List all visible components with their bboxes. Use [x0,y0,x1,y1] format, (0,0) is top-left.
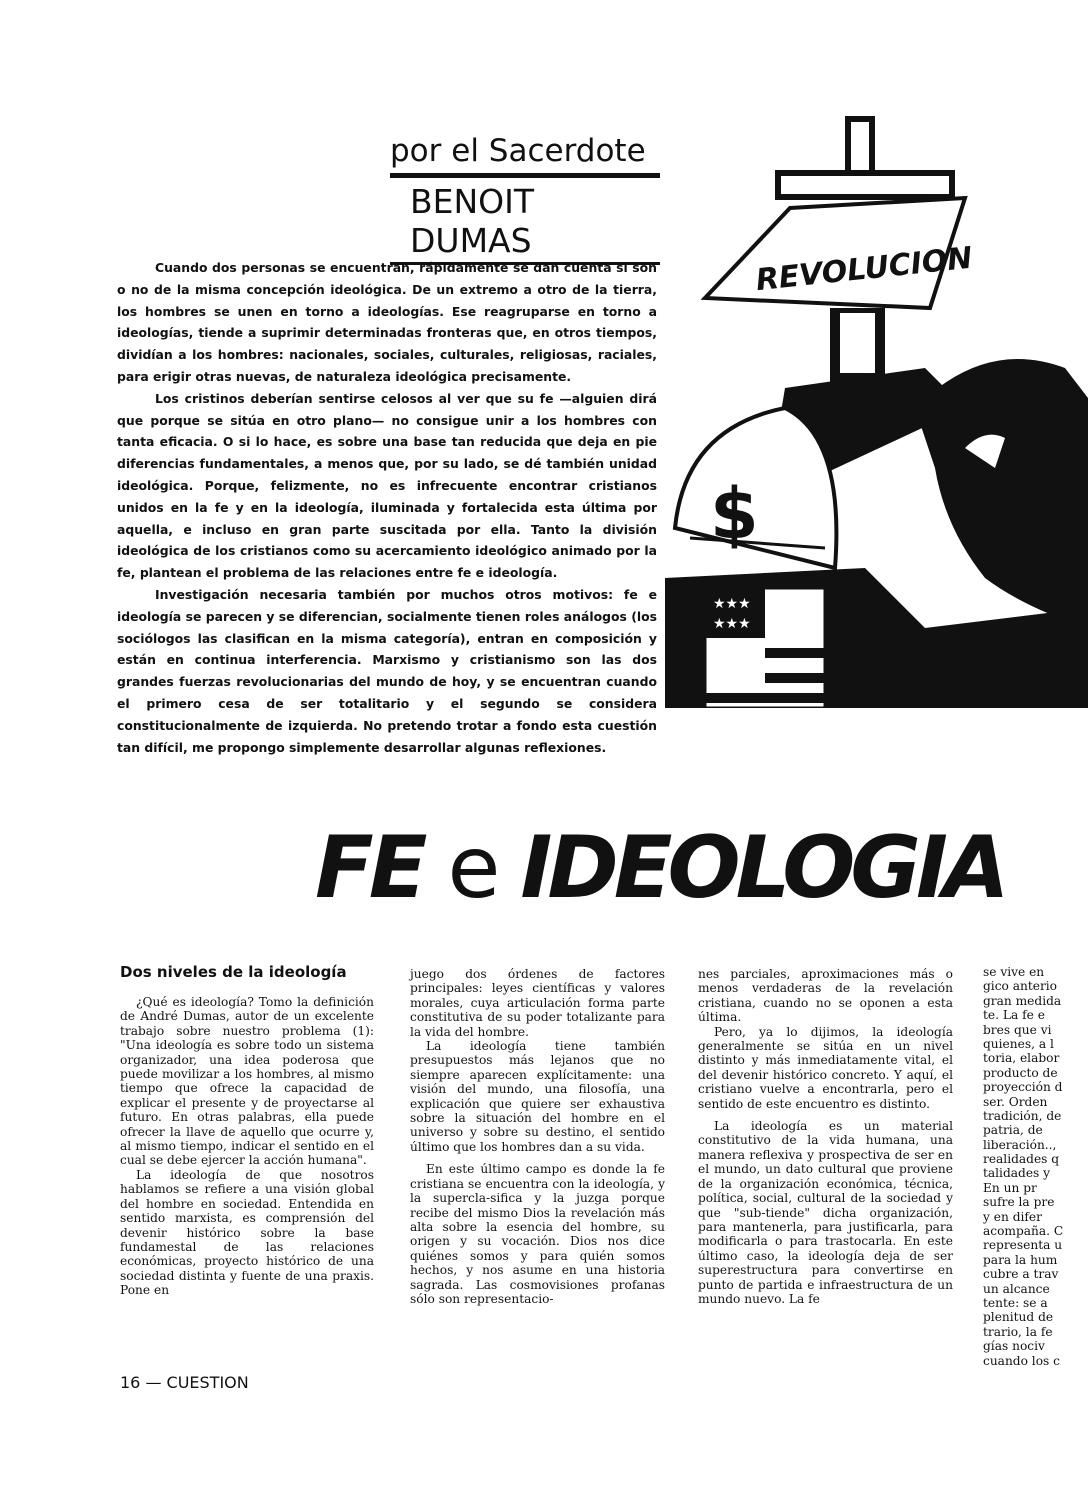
body-column-3 [698,967,953,1306]
byline-author-prefix: por el Sacerdote [390,133,660,178]
column-line: plenitud de [983,1310,1054,1325]
body-column-1 [120,995,374,1298]
svg-text:★★★: ★★★ [713,596,751,612]
column-line: acompaña. C [983,1224,1064,1239]
body-paragraph: La ideología es un material constitutivo de la vida humana, una manera reflexiva y prospectiva de ser en el mundo, un dato cultural que proviene de la organización económica, técnica, política, social, cultural de la sociedad y que "sub-tiende" dicha organización, para mantenerla, para justificarla, para modificarla o para trastocarla. En este último caso, la ideología deja de ser superestructura para convertirse en punto de partida e infraestructura de un mundo nuevo. La fe [698,1119,953,1306]
column-line: talidades y [983,1166,1051,1181]
column-line: ser. Orden [983,1094,1048,1109]
column-line: trario, la fe [983,1324,1053,1339]
headline-ideologia: IDEOLOGIA [520,818,1005,918]
body-paragraph: juego dos órdenes de factores principales: leyes científicas y valores morales, cuya articulación forma parte constitutiva de su poder totalizante para la vida del hombre. [410,967,665,1039]
column-line: toria, elabor [983,1051,1060,1066]
column-line: se vive en [983,965,1045,979]
cartoon-priest-with-revolucion-sign-icon [665,108,1088,708]
svg-text:$: $ [710,473,759,555]
body-paragraph: En este último campo es donde la fe cristiana se encuentra con la ideología, y la supercla-sifica y la juzga porque recibe del mismo Dios la revelación más alta sobre la esencia del hombre, su origen y su vocación. Dios nos dice quiénes somos y para quién somos hechos, y nos asume en una historia sagrada. Las cosmovisiones profanas sólo son representacio- [410,1162,665,1306]
column-line: cubre a trav [983,1267,1059,1282]
article-headline [315,818,1005,918]
body-paragraph: nes parciales, aproximaciones más o menos verdaderas de la revelación cristiana, cuando no se oponen a esta última. [698,967,953,1025]
column-line: quienes, a l [983,1036,1054,1051]
column-line: representa u [983,1238,1063,1253]
column-line: para la hum [983,1252,1058,1267]
section-heading: Dos niveles de la ideología [120,963,347,981]
body-paragraph: La ideología de que nosotros hablamos se refiere a una visión global del hombre en sociedad. Entendida en sentido marxista, es comprensión del devenir histórico sobre la base fundamestal de las relaciones económicas, proyecto histórico de una sociedad distinta y fuente de una praxis. Pone en [120,1167,374,1298]
body-paragraph: La ideología tiene también presupuestos más lejanos que no siempre aparecen explícitamente: una visión del mundo, una filosofía, una explicación que quiere ser exhaustiva sobre la situación del hombre en el universo y sobre su destino, el sentido último que los hombres dan a su vida. [410,1039,665,1154]
svg-text:★★★: ★★★ [713,616,751,632]
intro-paragraph: Los cristinos deberían sentirse celosos al ver que su fe —alguien dirá que porque se sitúa en otro plano— no consigue unir a los hombres con tanta eficacia. O si lo hace, es sobre una base tan reducida que deja en pie diferencias fundamentales, a menos que, por su lado, se dé también unidad ideológica. Porque, felizmente, no es infrecuente encontrar cristianos unidos en la fe y en la ideología, iluminada y fortalecida esta última por aquella, e incluso en gran parte suscitada por ella. Tanto la división ideológica de los cristianos como su acercamiento ideológico animado por la fe, plantean el problema de las relaciones entre fe e ideología. [117,390,657,581]
body-column-2 [410,967,665,1306]
byline [390,133,660,265]
column-line: gran medida [983,993,1062,1008]
column-line: sufre la pre [983,1195,1055,1210]
column-line: tente: se a [983,1295,1048,1310]
column-line: gías nociv [983,1339,1045,1354]
headline-fe: FE [315,818,423,918]
body-column-4-cropped [983,965,1088,1368]
headline-e: e [447,818,496,918]
sign-text: REVOLUCION [754,240,975,299]
column-line: En un pr [983,1180,1037,1195]
column-line: producto de [983,1065,1058,1080]
byline-author-name: BENOIT DUMAS [390,178,660,265]
column-line: realidades q [983,1152,1060,1167]
column-line: patria, de [983,1123,1043,1138]
page-footer: 16 — CUESTION [120,1373,249,1392]
column-line: bres que vi [983,1022,1052,1037]
column-line: te. La fe e [983,1008,1045,1023]
column-line: cuando los c [983,1353,1060,1368]
column-line: gico anterio [983,979,1058,994]
column-line: liberación.., [983,1137,1057,1152]
intro-paragraph: Investigación necesaria también por muchos otros motivos: fe e ideología se parecen y se diferencian, socialmente tienen roles análogos (los sociólogos las clasifican en la misma categoría), entran en composición y están en continua interferencia. Marxismo y cristianismo son las dos grandes fuerzas revolucionarias del mundo de hoy, y se encuentran cuando el primero cesa de ser totalitario y el segundo se considera constitucionalmente de izquierda. No pretendo trotar a fondo esta cuestión tan difícil, me propongo simplemente desarrollar algunas reflexiones. [117,586,657,755]
intro-paragraph: Cuando dos personas se encuentran, rápidamente se dan cuenta si son o no de la misma concepción ideológica. De un extremo a otro de la tierra, los hombres se unen en torno a ideologías. Ese reagruparse en torno a ideologías, tiende a suprimir determinadas fronteras que, en otros tiempos, dividían a los hombres: nacionales, sociales, culturales, religiosas, raciales, para erigir otras nuevas, de naturaleza ideológica precisamente. [117,260,657,384]
column-line: proyección d [983,1080,1063,1095]
intro-text [117,257,657,758]
column-line: tradición, de [983,1108,1062,1123]
column-line: un alcance [983,1281,1050,1296]
body-paragraph: Pero, ya lo dijimos, la ideología generalmente se sitúa en un nivel distinto y más inmediatamente vital, el del devenir histórico concreto. Y aquí, el cristiano vuelve a encontrarla, pero el sentido de este encuentro es distinto. [698,1024,953,1111]
column-line: y en difer [983,1209,1042,1224]
body-paragraph: ¿Qué es ideología? Tomo la definición de André Dumas, autor de un excelente trabajo sobre nuestro problema (1): "Una ideología es sobre todo un sistema organizador, una idea poderosa que puede movilizar a los hombres, al mismo tiempo que ofrece la capacidad de explicar el presente y de proyectarse al futuro. En otras palabras, ella puede ofrecer la llave de aquello que ocurre y, al mismo tiempo, indicar el sentido en el cual se debe ejercer la acción humana". [120,995,374,1168]
